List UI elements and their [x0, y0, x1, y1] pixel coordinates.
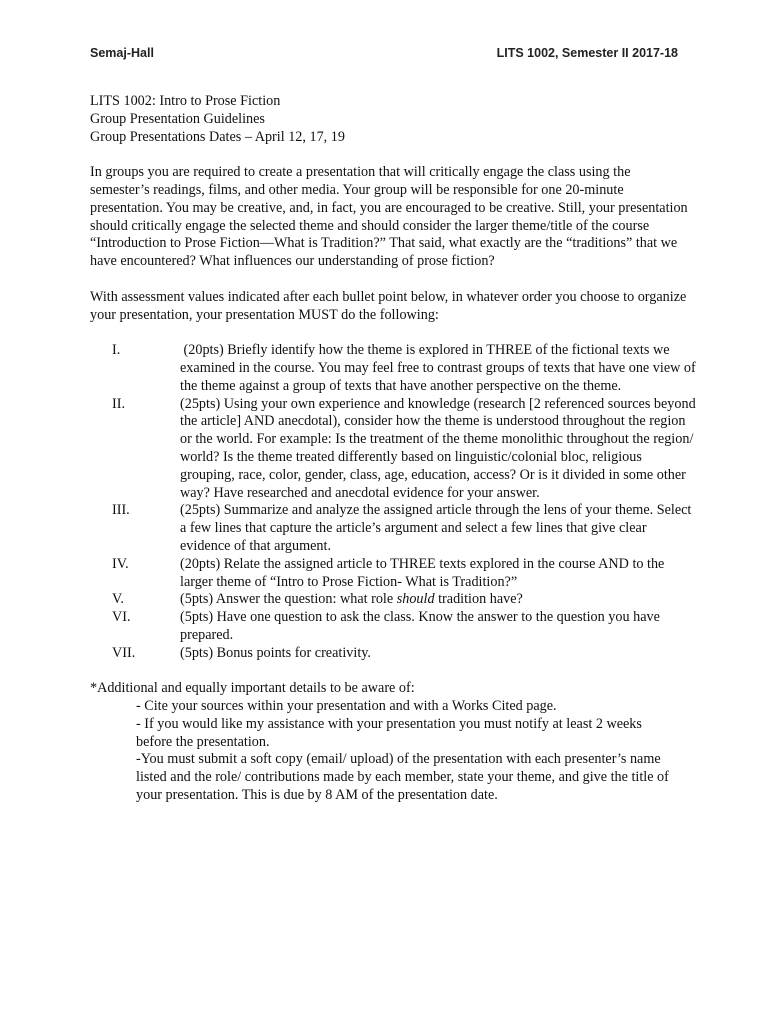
notes-list [90, 698, 690, 805]
item-text: (25pts) Summarize and analyze the assigned article through the lens of your theme. Select a few lines that capture the article’s argument and select a few lines that give clear evidence of that argument. [180, 502, 692, 554]
item-text: (5pts) Have one question to ask the class. Know the answer to the question you have prepared. [180, 609, 660, 643]
list-item [112, 645, 698, 663]
item-number: VI. [112, 609, 131, 626]
document-title: Group Presentation Guidelines [90, 110, 265, 127]
title-block [90, 93, 690, 146]
item-text-before: (5pts) Answer the question: what role [180, 591, 397, 608]
header-course-term: LITS 1002, Semester II 2017-18 [496, 46, 678, 60]
item-text-after: tradition have? [434, 591, 523, 608]
page-header [90, 46, 678, 64]
item-number: VII. [112, 644, 136, 661]
list-item [112, 502, 698, 555]
item-number: I. [112, 342, 121, 359]
intro-paragraph: In groups you are required to create a presentation that will critically engage the class using the semester’s readings, films, and other media. Your group will be responsible for one 20-minute presentation. You may be creative, and, in fact, you are encouraged to be creative. Still, your presentation should critically engage the selected theme and should consider the larger theme/title of the course “Introduction to Prose Fiction—What is Tradition?” That said, what exactly are the “traditions” that we have encountered? What influences our understanding of prose fiction? [90, 164, 688, 270]
course-title: LITS 1002: Intro to Prose Fiction [90, 93, 281, 109]
list-item: - If you would like my assistance with your presentation you must notify at least 2 weeks before the presentation. [136, 715, 642, 750]
item-text: (5pts) Bonus points for creativity. [180, 644, 371, 661]
list-item [112, 556, 698, 592]
list-item: - Cite your sources within your presentation and with a Works Cited page. [136, 698, 557, 715]
presentation-dates: Group Presentations Dates – April 12, 17, 19 [90, 128, 345, 145]
item-number: IV. [112, 555, 129, 572]
list-item [112, 342, 698, 395]
item-number: III. [112, 502, 130, 519]
item-text: (25pts) Using your own experience and knowledge (research [2 referenced sources beyond the article] AND anecdotal), consider how the theme is understood throughout the region or the world. For example: Is the treatment of the theme monolithic throughout the region/ world? Is the theme treated differently based on linguistic/colonial bloc, religious grouping, race, color, gender, class, age, education, access? Or is it divided in some other way? Have researched and anecdotal evidence for your answer. [180, 395, 696, 501]
document-body [90, 93, 700, 805]
list-item [112, 609, 698, 645]
list-item [112, 396, 698, 503]
list-item [112, 591, 698, 609]
item-text: (20pts) Briefly identify how the theme is explored in THREE of the fictional texts we examined in the course. You may feel free to contrast groups of texts that have one view of the theme against a group of texts that have another perspective on the theme. [180, 342, 700, 394]
list-item: -You must submit a soft copy (email/ upload) of the presentation with each presenter’s name listed and the role/ contributions made by each member, state your theme, and give the title of your presentation. This is due by 8 AM of the presentation date. [136, 751, 669, 804]
item-number: II. [112, 395, 125, 412]
item-text-emphasis: should [396, 591, 435, 608]
header-author: Semaj-Hall [90, 46, 154, 60]
assessment-intro-paragraph: With assessment values indicated after each bullet point below, in whatever order you choose to organize your presentation, your presentation MUST do the following: [90, 288, 687, 323]
item-number: V. [112, 591, 124, 608]
item-text: (20pts) Relate the assigned article to THREE texts explored in the course AND to the larger theme of “Intro to Prose Fiction- What is Tradition?” [180, 555, 665, 590]
requirements-list [90, 342, 700, 662]
notes-title: *Additional and equally important details to be aware of: [90, 680, 415, 697]
item-text [180, 591, 523, 607]
